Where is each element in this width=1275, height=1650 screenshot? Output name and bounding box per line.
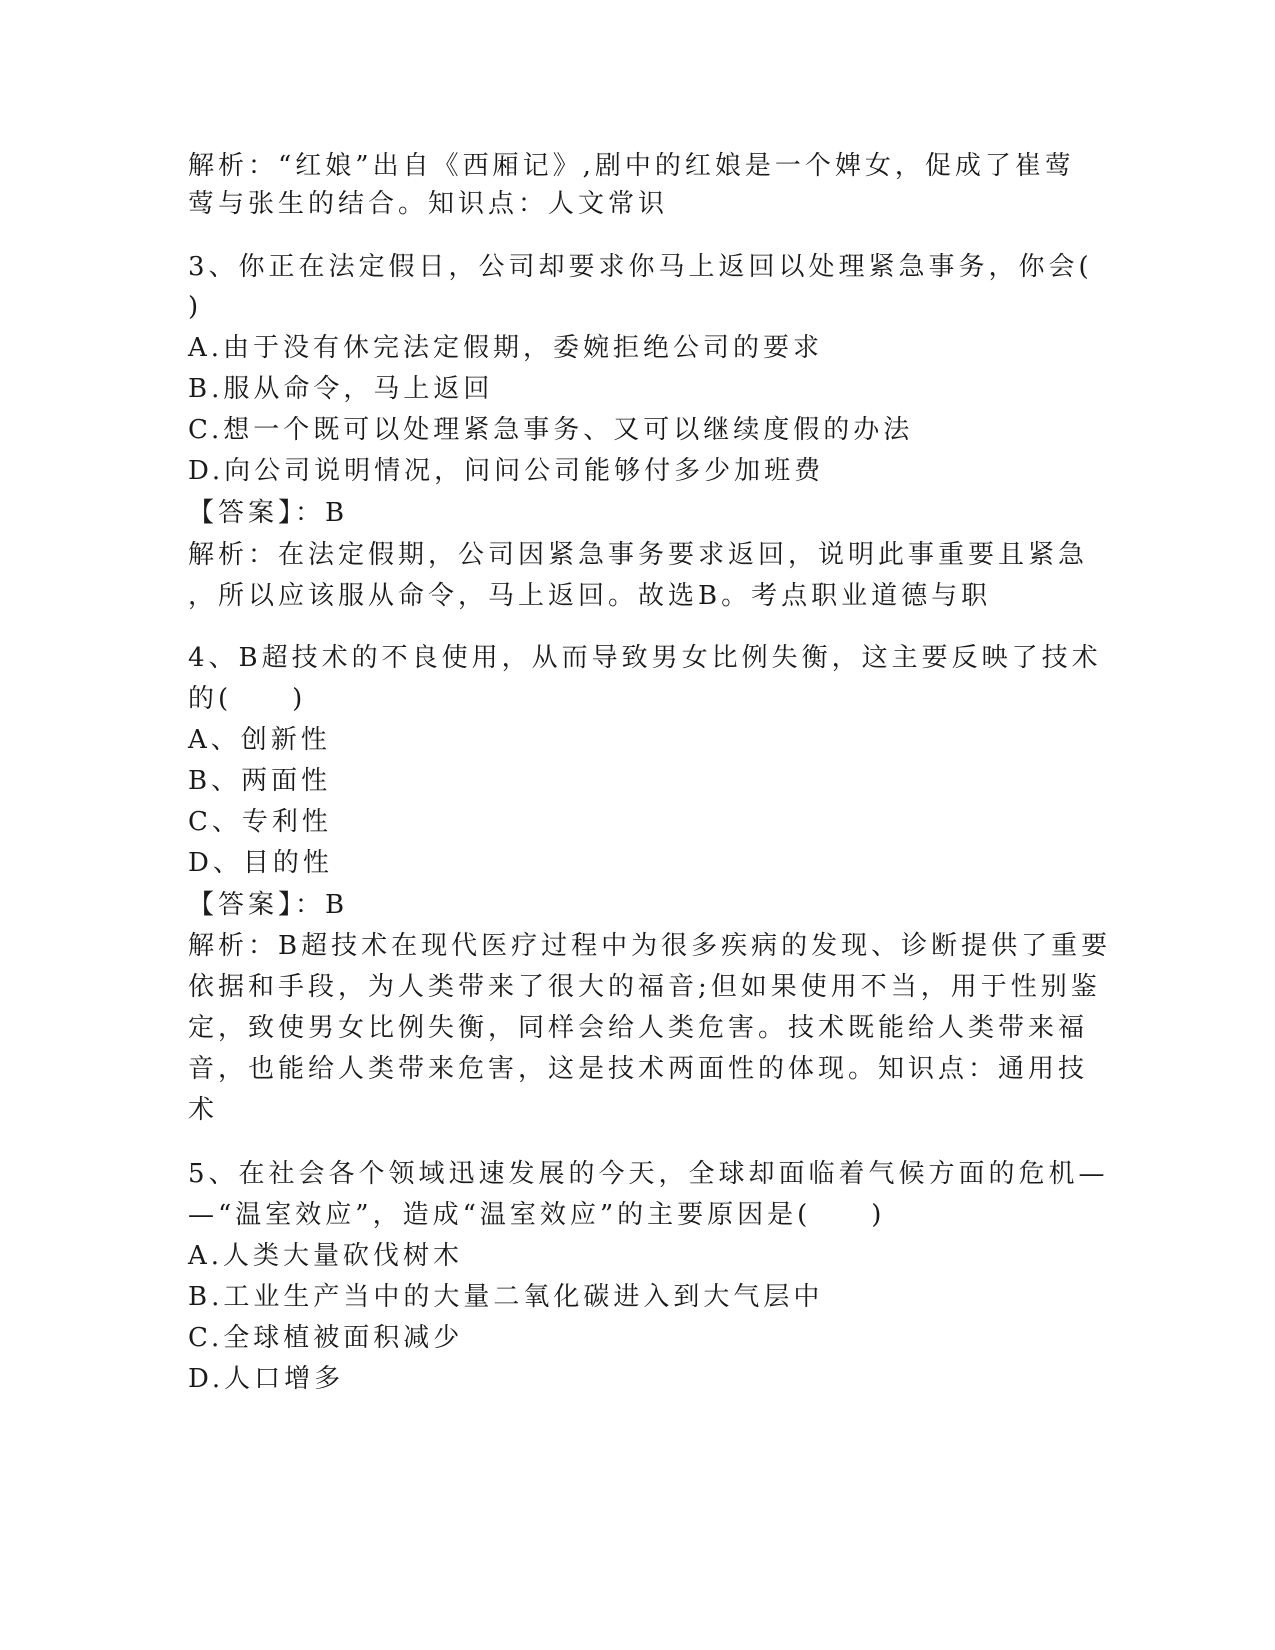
q3-explanation-line-2: ，所以应该服从命令，马上返回。故选B。考点职业道德与职	[188, 581, 992, 611]
q4-explanation-line-5: 术	[188, 1095, 219, 1125]
q4-option-d: D、目的性	[188, 848, 333, 878]
q5-question-line-1: 5、在社会各个领域迅速发展的今天，全球却面临着气候方面的危机—	[188, 1159, 1109, 1189]
q4-answer: 【答案】：B	[188, 890, 349, 920]
q4-explanation-line-3: 定，致使男女比例失衡，同样会给人类危害。技术既能给人类带来福	[188, 1013, 1089, 1043]
q4-option-c: C、专利性	[188, 807, 332, 837]
q5-option-d: D.人口增多	[188, 1364, 345, 1394]
q4-explanation-line-2: 依据和手段，为人类带来了很大的福音;但如果使用不当，用于性别鉴	[188, 972, 1101, 1002]
q3-question-line-2: )	[188, 292, 203, 322]
q4-explanation-line-4: 音，也能给人类带来危害，这是技术两面性的体现。知识点：通用技	[188, 1054, 1089, 1084]
q4-question-line-1: 4、B超技术的不良使用，从而导致男女比例失衡，这主要反映了技术	[188, 643, 1102, 673]
q3-option-b: B.服从命令，马上返回	[188, 374, 494, 404]
q4-option-a: A、创新性	[188, 725, 331, 755]
q3-option-c: C.想一个既可以处理紧急事务、又可以继续度假的办法	[188, 415, 914, 445]
q4-explanation-line-1: 解析：B超技术在现代医疗过程中为很多疾病的发现、诊断提供了重要	[188, 931, 1112, 961]
q3-question-line-1: 3、你正在法定假日，公司却要求你马上返回以处理紧急事务，你会(	[188, 252, 1093, 282]
q4-question-line-2: 的( )	[188, 684, 307, 714]
q5-question-line-2: —“温室效应”，造成“温室效应”的主要原因是( )	[188, 1200, 886, 1230]
q2-explanation-line-1: 解析：“红娘”出自《西厢记》,剧中的红娘是一个婢女，促成了崔莺	[188, 151, 1075, 181]
q3-explanation-line-1: 解析：在法定假期，公司因紧急事务要求返回，说明此事重要且紧急	[188, 540, 1089, 570]
q2-explanation-line-2: 莺与张生的结合。知识点：人文常识	[188, 189, 669, 219]
q5-option-a: A.人类大量砍伐树木	[188, 1241, 464, 1271]
q3-answer: 【答案】：B	[188, 498, 349, 528]
q5-option-c: C.全球植被面积减少	[188, 1323, 464, 1353]
q3-option-d: D.向公司说明情况，问问公司能够付多少加班费	[188, 456, 825, 486]
q5-option-b: B.工业生产当中的大量二氧化碳进入到大气层中	[188, 1282, 824, 1312]
q4-option-b: B、两面性	[188, 766, 332, 796]
q3-option-a: A.由于没有休完法定假期，委婉拒绝公司的要求	[188, 333, 824, 363]
